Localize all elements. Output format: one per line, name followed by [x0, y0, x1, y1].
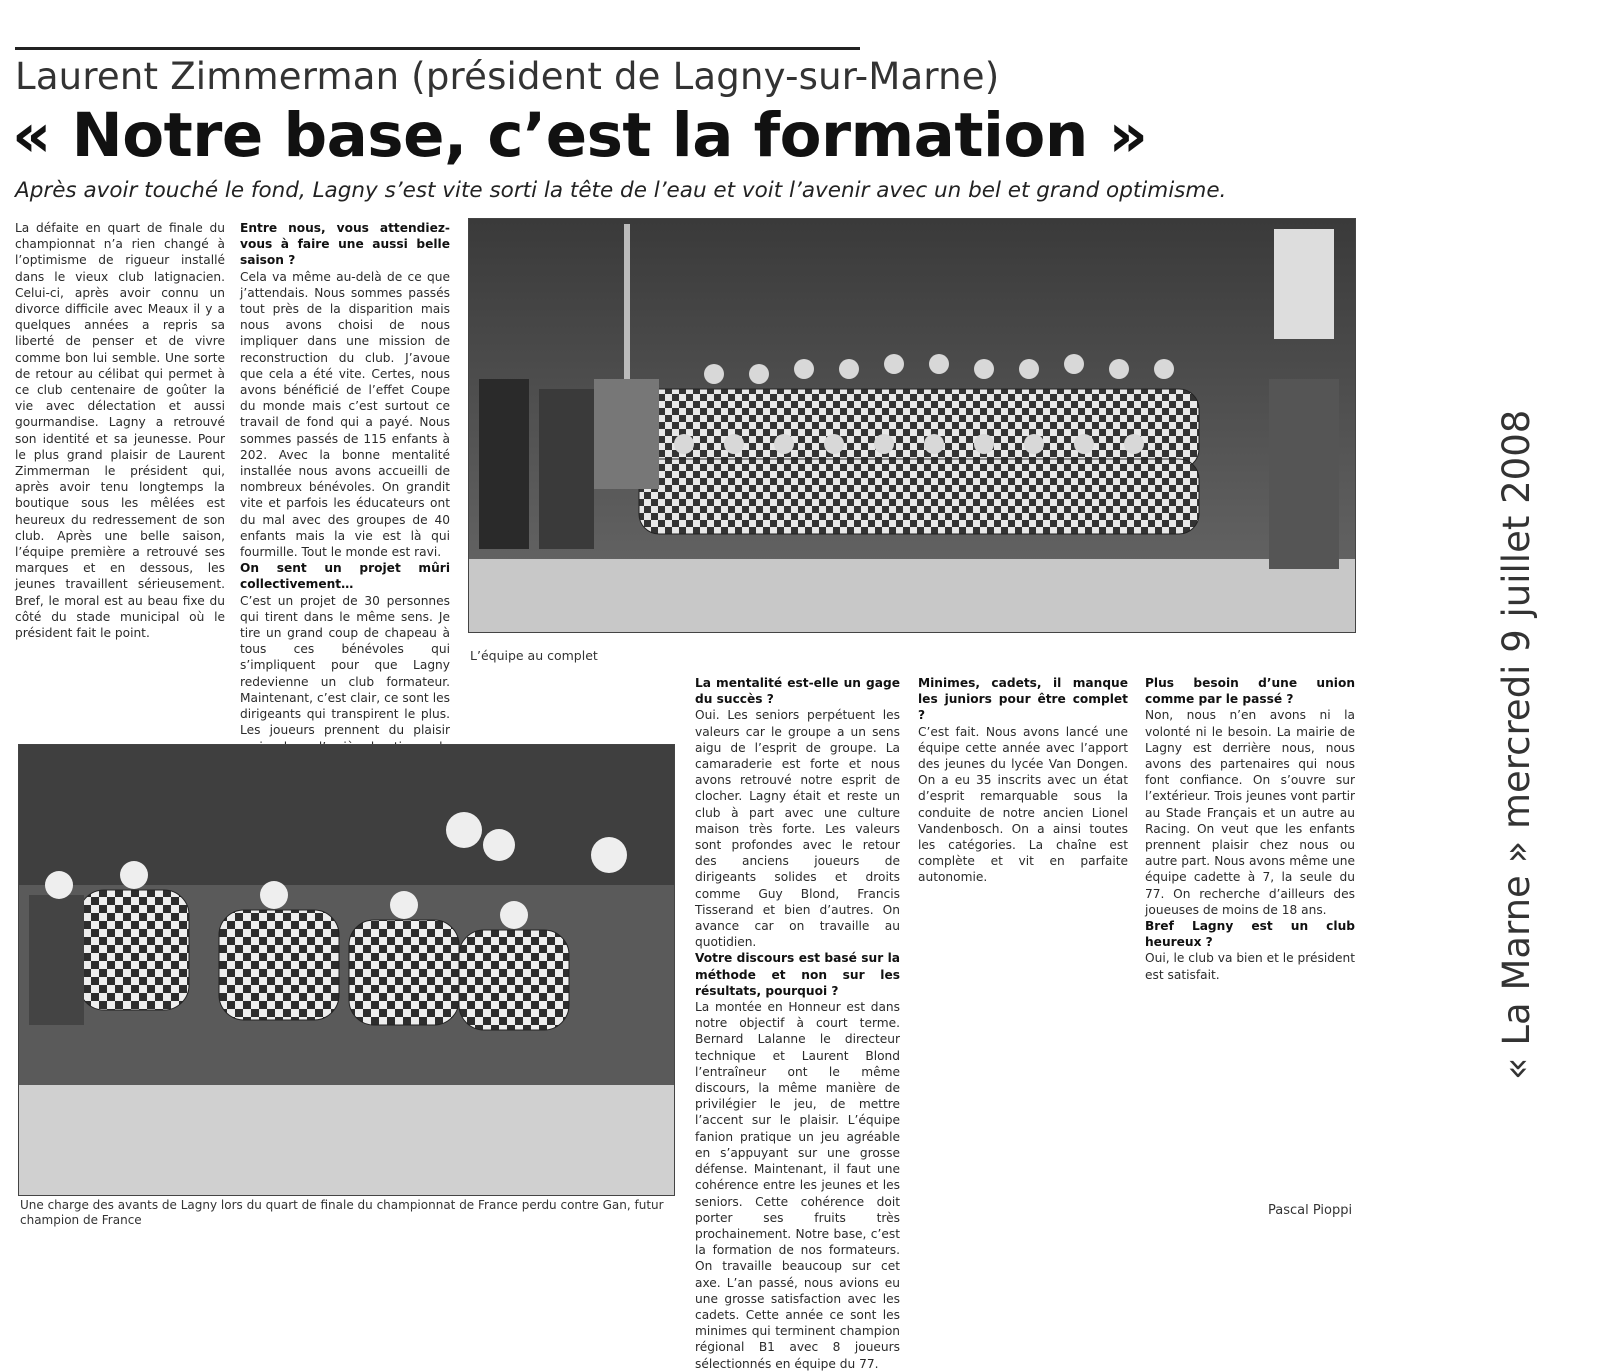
kicker: Laurent Zimmerman (président de Lagny-sur-Marne) [15, 55, 1000, 98]
answer-4: La montée en Honneur est dans notre objectif à court terme. Bernard Lalanne le directeur technique et Laurent Blond l’entraîneur ont le même discours, la même manière de privilégier le jeu, de mettre l’accent sur le plaisir. L’équipe fanion pratique un jeu agréable en s’appuyant sur une grosse défense. Maintenant, il faut une cohérence entre les jeunes et les seniors. Cette cohérence doit porter ses fruits très prochainement. Notre base, c’est la formation de nos formateurs. On travaille beaucoup sur cet axe. L’an passé, nous avions eu une grosse satisfaction avec les cadets. Cette année ce sont les minimes qui terminent champion régional B1 avec 8 joueurs sélectionnés en équipe du 77. [695, 1000, 900, 1371]
question-7: Bref Lagny est un club heureux ? [1145, 919, 1355, 950]
question-6: Plus besoin d’une union comme par le passé ? [1145, 676, 1355, 707]
intro-column [15, 220, 225, 740]
match-photo-caption: Une charge des avants de Lagny lors du quart de finale du championnat de France perdu contre Gan, futur champion de France [20, 1198, 664, 1227]
answer-1: Cela va même au-delà de ce que j’attendais. Nous sommes passés tout près de la disparition mais nous avons choisi de nous impliquer dans une mission de reconstruction du club. J’avoue que cela a été vite. Certes, nous avons bénéficié de l’effet Coupe du monde mais c’est surtout ce travail de fond qui a payé. Nous sommes passés de 115 enfants à 202. Avec la bonne mentalité installée nous avons accueilli de nombreux bénévoles. On grandit vite et parfois les éducateurs ont du mal avec des groupes de 40 enfants mais la vie est là qui fourmille. Tout le monde est ravi. [240, 269, 450, 560]
answer-7: Oui, le club va bien et le président est satisfait. [1145, 951, 1355, 982]
question-3: La mentalité est-elle un gage du succès ? [695, 676, 900, 707]
team-photo [468, 218, 1356, 633]
intro-text: La défaite en quart de finale du championnat n’a rien changé à l’optimisme de rigueur installé dans le vieux club latignacien. Celui-ci, après avoir connu un divorce difficile avec Meaux il y a quelques années a repris sa liberté de penser et de vivre comme bon lui semble. Une sorte de retour au célibat qui permet à ce club centenaire de goûter la vie avec délectation et aussi gourmandise. Lagny a retrouvé son identité et sa jeunesse. Pour le plus grand plaisir de Laurent Zimmerman le président qui, après avoir tenu longtemps la boutique sous les mêlées est heureux du redressement de son club. Après une belle saison, l’équipe première a retrouvé ses marques et en dessous, les jeunes travaillent sérieusement. Bref, le moral est au beau fixe du côté du stade municipal où le président fait le point. [15, 221, 225, 641]
question-1: Entre nous, vous attendiez-vous à faire une aussi belle saison ? [240, 221, 450, 268]
match-photo [18, 744, 675, 1196]
question-2: On sent un projet mûri collectivement… [240, 561, 450, 592]
question-4: Votre discours est basé sur la méthode et non sur les résultats, pourquoi ? [695, 951, 900, 998]
team-photo-image [469, 219, 1355, 632]
column-2 [240, 220, 450, 740]
answer-2: C’est un projet de 30 personnes qui tirent dans le même sens. Je tire un grand coup de chapeau à tous ces bénévoles qui s’impliquent pour que Lagny redevienne un club formateur. Maintenant, c’est clair, ce sont les dirigeants qui transpirent le plus. Les joueurs prennent du plaisir [240, 593, 450, 738]
byline: Pascal Pioppi [1268, 1203, 1353, 1218]
column-3 [695, 675, 900, 1371]
standfirst: Après avoir touché le fond, Lagny s’est vite sorti la tête de l’eau et voit l’avenir avec un bel et grand optimisme. [15, 178, 1227, 203]
source-date-stamp: « La Marne » mercredi 9 juillet 2008 [1495, 409, 1538, 1080]
answer-6: Non, nous n’en avons ni la volonté ni le besoin. La mairie de Lagny est derrière nous, nous avons des partenaires qui nous font confiance. On s’ouvre sur l’extérieur. Trois jeunes vont partir au Stade Français et un autre au Racing. On veut que les enfants prennent plaisir chez nous ou autre part. Nous avons même une équipe cadette à 7, la seule du 77. On recherche d’ailleurs des joueuses de moins de 18 ans. [1145, 708, 1355, 917]
column-4 [918, 675, 1128, 1235]
match-photo-image [19, 745, 674, 1195]
headline: « Notre base, c’est la formation » [12, 100, 1148, 171]
answer-5: C’est fait. Nous avons lancé une équipe cette année avec l’apport des jeunes du lycée Van Dongen. On a eu 35 inscrits avec un état d’esprit remarquable sous la conduite de notre ancien Lionel Vandenbosch. On a ainsi toutes les catégories. La chaîne est complète et vit en parfaite autonomie. [918, 724, 1128, 885]
column-5 [1145, 675, 1355, 1195]
top-rule [15, 47, 860, 50]
team-photo-caption: L’équipe au complet [470, 648, 598, 663]
question-5: Minimes, cadets, il manque les juniors pour être complet ? [918, 676, 1128, 723]
answer-3: Oui. Les seniors perpétuent les valeurs car le groupe a un sens aigu de l’esprit de groupe. La camaraderie est forte et nous avons retrouvé notre esprit de clocher. Lagny était et reste un club à part avec une culture maison très forte. Les valeurs sont profondes avec le retour des anciens joueurs de dirigeants solides et droits comme Guy Blond, Francis Tisserand et bien d’autres. On avance car on travaille au quotidien. [695, 708, 900, 950]
